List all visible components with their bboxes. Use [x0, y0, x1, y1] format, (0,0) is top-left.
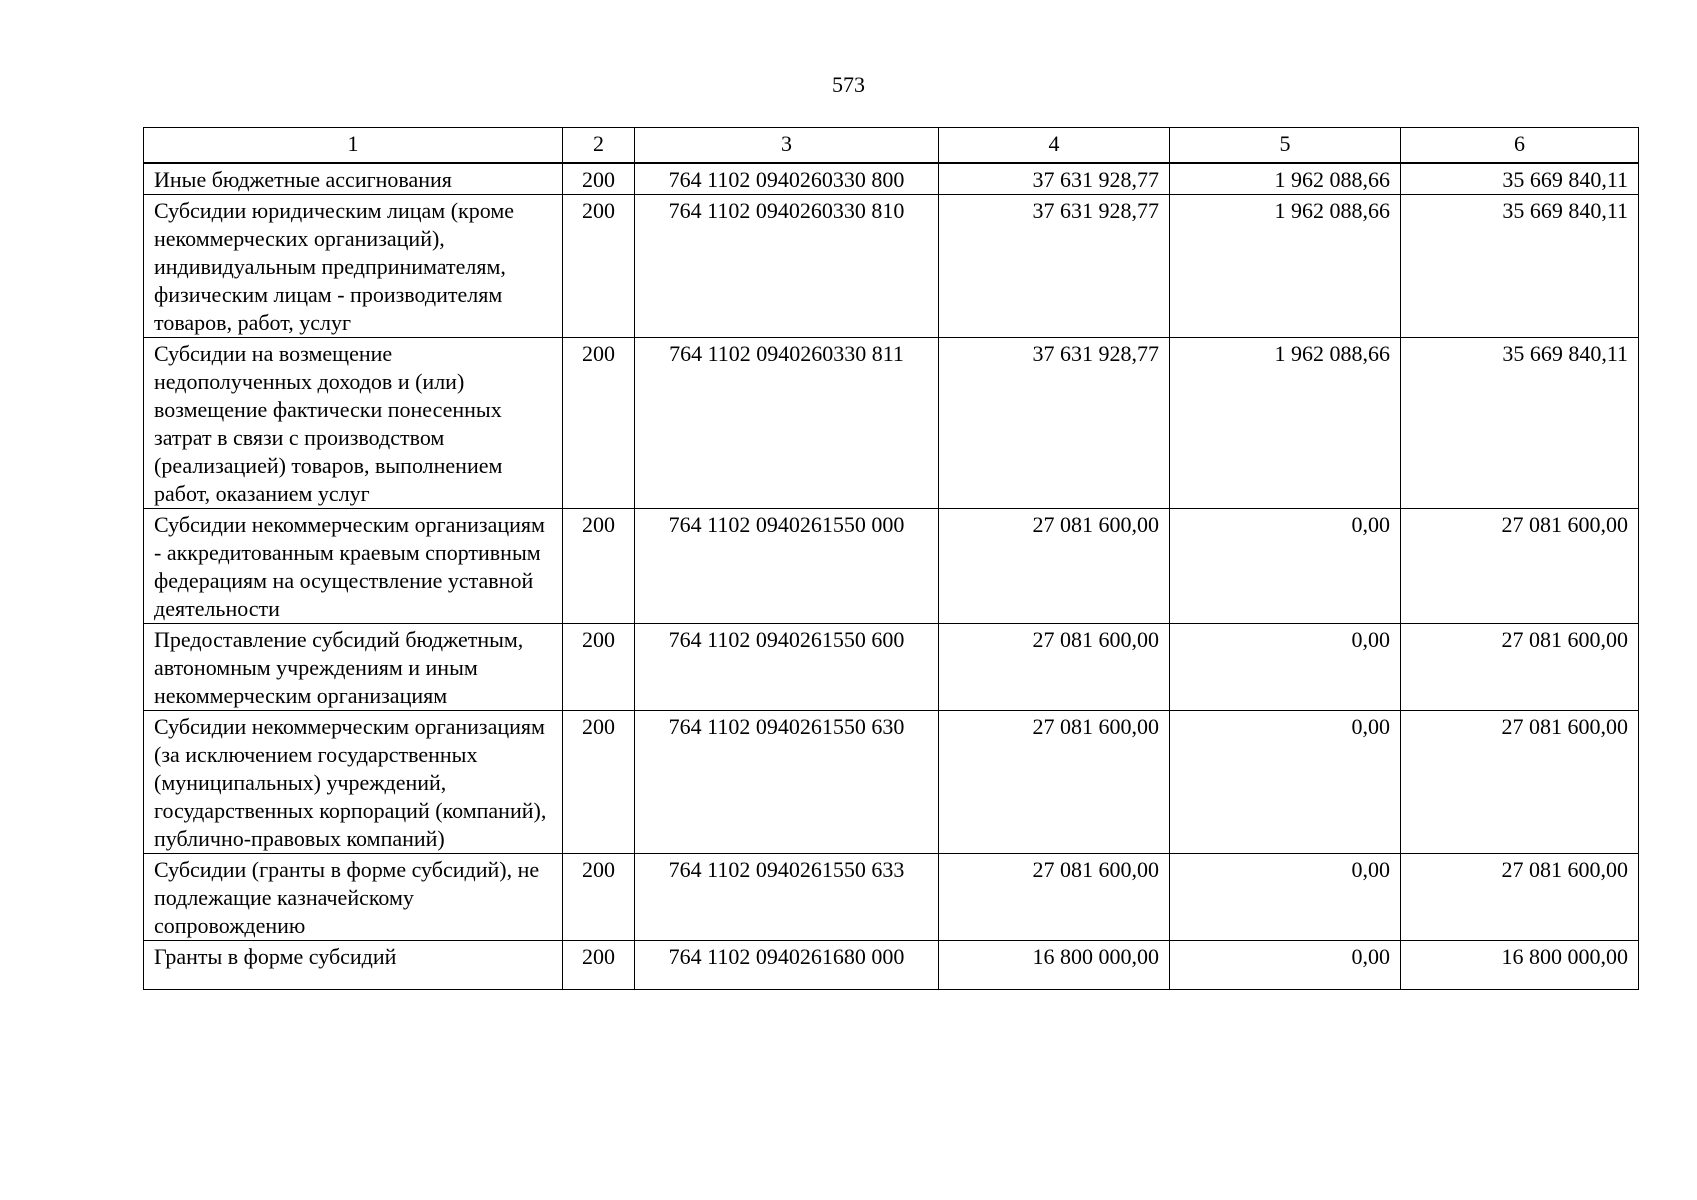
row-approved-amount-cell: 27 081 600,00	[939, 509, 1170, 624]
column-header-4: 4	[939, 128, 1170, 164]
table-row	[144, 854, 1639, 941]
row-approved-amount-cell: 37 631 928,77	[939, 163, 1170, 195]
row-unexecuted-amount-cell: 27 081 600,00	[1401, 854, 1639, 941]
table-row	[144, 163, 1639, 195]
row-name-cell: Иные бюджетные ассигнования	[144, 163, 563, 195]
row-approved-amount-cell: 27 081 600,00	[939, 711, 1170, 854]
row-executed-amount-cell: 0,00	[1170, 854, 1401, 941]
row-line-code-cell: 200	[563, 624, 635, 711]
row-line-code-cell: 200	[563, 509, 635, 624]
row-unexecuted-amount-cell: 35 669 840,11	[1401, 195, 1639, 338]
row-unexecuted-amount-cell: 27 081 600,00	[1401, 509, 1639, 624]
row-line-code-cell: 200	[563, 195, 635, 338]
row-budget-code-cell: 764 1102 0940260330 810	[635, 195, 939, 338]
row-line-code-cell: 200	[563, 338, 635, 509]
row-executed-amount-cell: 0,00	[1170, 711, 1401, 854]
table-row	[144, 941, 1639, 990]
row-approved-amount-cell: 27 081 600,00	[939, 624, 1170, 711]
row-unexecuted-amount-cell: 27 081 600,00	[1401, 624, 1639, 711]
row-approved-amount-cell: 16 800 000,00	[939, 941, 1170, 990]
row-name-cell: Субсидии некоммерческим организациям (за исключением государственных (муниципальных) учреждений, государственных корпораций (компаний), публично-правовых компаний)	[144, 711, 563, 854]
row-budget-code-cell: 764 1102 0940261550 600	[635, 624, 939, 711]
column-header-2: 2	[563, 128, 635, 164]
row-budget-code-cell: 764 1102 0940260330 800	[635, 163, 939, 195]
column-header-3: 3	[635, 128, 939, 164]
row-approved-amount-cell: 37 631 928,77	[939, 195, 1170, 338]
row-unexecuted-amount-cell: 35 669 840,11	[1401, 338, 1639, 509]
budget-execution-table	[143, 127, 1639, 990]
table-row	[144, 624, 1639, 711]
row-name-cell: Гранты в форме субсидий	[144, 941, 563, 990]
row-line-code-cell: 200	[563, 941, 635, 990]
column-header-5: 5	[1170, 128, 1401, 164]
row-budget-code-cell: 764 1102 0940261680 000	[635, 941, 939, 990]
column-header-1: 1	[144, 128, 563, 164]
page-number: 573	[832, 72, 865, 97]
row-unexecuted-amount-cell: 27 081 600,00	[1401, 711, 1639, 854]
row-budget-code-cell: 764 1102 0940260330 811	[635, 338, 939, 509]
row-executed-amount-cell: 1 962 088,66	[1170, 338, 1401, 509]
row-budget-code-cell: 764 1102 0940261550 633	[635, 854, 939, 941]
row-approved-amount-cell: 27 081 600,00	[939, 854, 1170, 941]
table-row	[144, 509, 1639, 624]
row-line-code-cell: 200	[563, 854, 635, 941]
row-name-cell: Предоставление субсидий бюджетным, автономным учреждениям и иным некоммерческим организациям	[144, 624, 563, 711]
row-name-cell: Субсидии юридическим лицам (кроме некоммерческих организаций), индивидуальным предпринимателям, физическим лицам - производителям товаров, работ, услуг	[144, 195, 563, 338]
row-line-code-cell: 200	[563, 711, 635, 854]
row-name-cell: Субсидии (гранты в форме субсидий), не подлежащие казначейскому сопровождению	[144, 854, 563, 941]
table-row	[144, 338, 1639, 509]
row-unexecuted-amount-cell: 16 800 000,00	[1401, 941, 1639, 990]
row-executed-amount-cell: 0,00	[1170, 509, 1401, 624]
row-executed-amount-cell: 0,00	[1170, 624, 1401, 711]
column-number-row	[144, 128, 1639, 164]
row-approved-amount-cell: 37 631 928,77	[939, 338, 1170, 509]
row-unexecuted-amount-cell: 35 669 840,11	[1401, 163, 1639, 195]
row-name-cell: Субсидии некоммерческим организациям - аккредитованным краевым спортивным федерациям на осуществление уставной деятельности	[144, 509, 563, 624]
row-name-cell: Субсидии на возмещение недополученных доходов и (или) возмещение фактически понесенных затрат в связи с производством (реализацией) товаров, выполнением работ, оказанием услуг	[144, 338, 563, 509]
table-row	[144, 711, 1639, 854]
table-row	[144, 195, 1639, 338]
column-header-6: 6	[1401, 128, 1639, 164]
row-executed-amount-cell: 1 962 088,66	[1170, 163, 1401, 195]
row-budget-code-cell: 764 1102 0940261550 000	[635, 509, 939, 624]
row-budget-code-cell: 764 1102 0940261550 630	[635, 711, 939, 854]
row-executed-amount-cell: 1 962 088,66	[1170, 195, 1401, 338]
row-executed-amount-cell: 0,00	[1170, 941, 1401, 990]
row-line-code-cell: 200	[563, 163, 635, 195]
